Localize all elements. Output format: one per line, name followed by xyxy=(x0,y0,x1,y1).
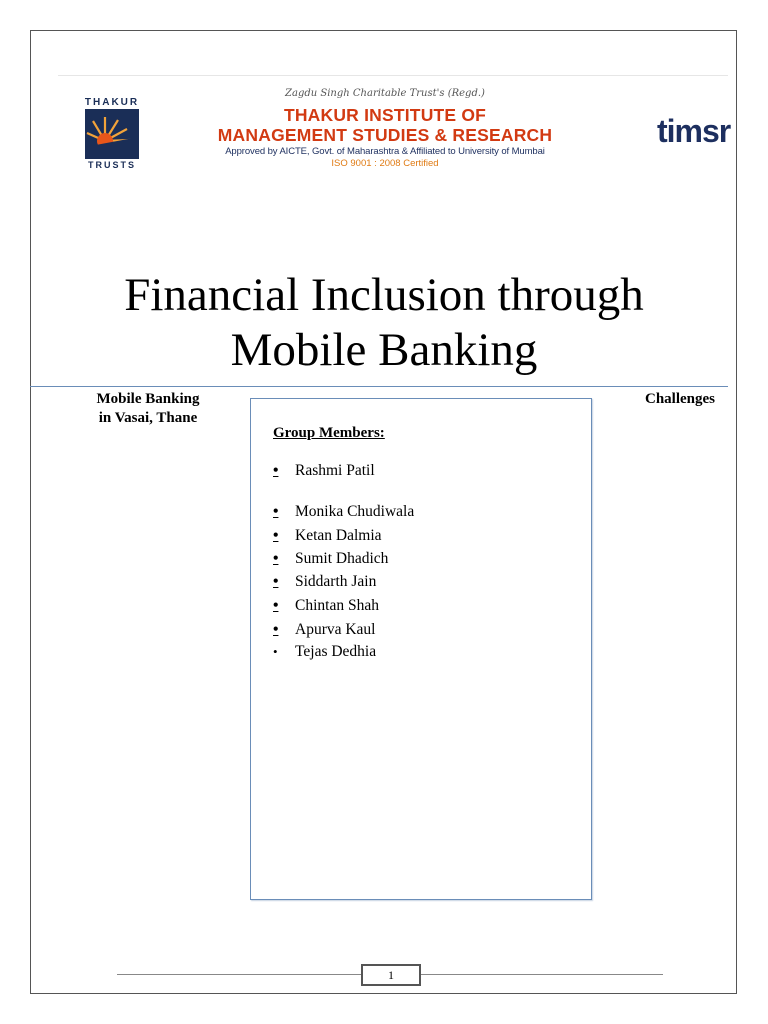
member-name: Chintan Shah xyxy=(295,597,379,614)
side-left-line-1: Mobile Banking xyxy=(96,391,200,407)
member-name: Siddarth Jain xyxy=(295,573,377,590)
bullet-icon: • xyxy=(273,621,279,638)
list-item xyxy=(273,596,379,616)
bullet-icon: • xyxy=(273,573,279,590)
members-heading: Group Members: xyxy=(273,425,385,441)
member-name: Ketan Dalmia xyxy=(295,527,382,544)
bullet-icon: • xyxy=(273,550,279,567)
logo-bottom-word: TRUSTS xyxy=(88,160,136,170)
bullet-icon: • xyxy=(273,644,278,659)
list-item xyxy=(273,620,376,640)
institute-header xyxy=(200,88,570,169)
page-number: 1 xyxy=(361,964,421,986)
list-item xyxy=(273,502,414,522)
side-label-right: Challenges xyxy=(644,391,715,407)
side-label-left xyxy=(70,390,226,428)
bullet-icon: • xyxy=(273,462,279,479)
bullet-icon: • xyxy=(273,527,279,544)
document-title xyxy=(60,268,708,378)
institute-name-line1: THAKUR INSTITUTE OF xyxy=(283,105,487,125)
approval-line: Approved by AICTE, Govt. of Maharashtra & Affiliated to University of Mumbai xyxy=(225,146,545,157)
member-name: Tejas Dedhia xyxy=(295,643,377,660)
bullet-icon: • xyxy=(273,503,279,520)
header-divider xyxy=(58,75,728,76)
list-item xyxy=(273,461,375,481)
title-rule xyxy=(30,386,728,387)
bullet-icon: • xyxy=(273,597,279,614)
list-item xyxy=(273,549,388,569)
sunrise-emblem-icon xyxy=(85,109,139,159)
list-item xyxy=(273,526,382,546)
side-left-line-2: in Vasai, Thane xyxy=(98,410,198,426)
list-item xyxy=(273,642,376,662)
title-line-1: Financial Inclusion through xyxy=(124,269,644,321)
member-name: Rashmi Patil xyxy=(295,462,375,479)
logo-top-word: THAKUR xyxy=(84,97,140,108)
iso-line: ISO 9001 : 2008 Certified xyxy=(331,158,439,169)
timsr-logo: timsr xyxy=(657,113,731,149)
trust-line: Zagdu Singh Charitable Trust's (Regd.) xyxy=(285,88,485,99)
title-line-2: Mobile Banking xyxy=(230,324,538,376)
member-name: Monika Chudiwala xyxy=(295,503,415,520)
list-item xyxy=(273,572,376,592)
member-name: Apurva Kaul xyxy=(295,621,376,638)
institute-name-line2: MANAGEMENT STUDIES & RESEARCH xyxy=(217,125,553,145)
svg-text:®: ® xyxy=(133,112,139,119)
thakur-trusts-logo xyxy=(82,97,146,175)
member-name: Sumit Dhadich xyxy=(295,550,389,567)
